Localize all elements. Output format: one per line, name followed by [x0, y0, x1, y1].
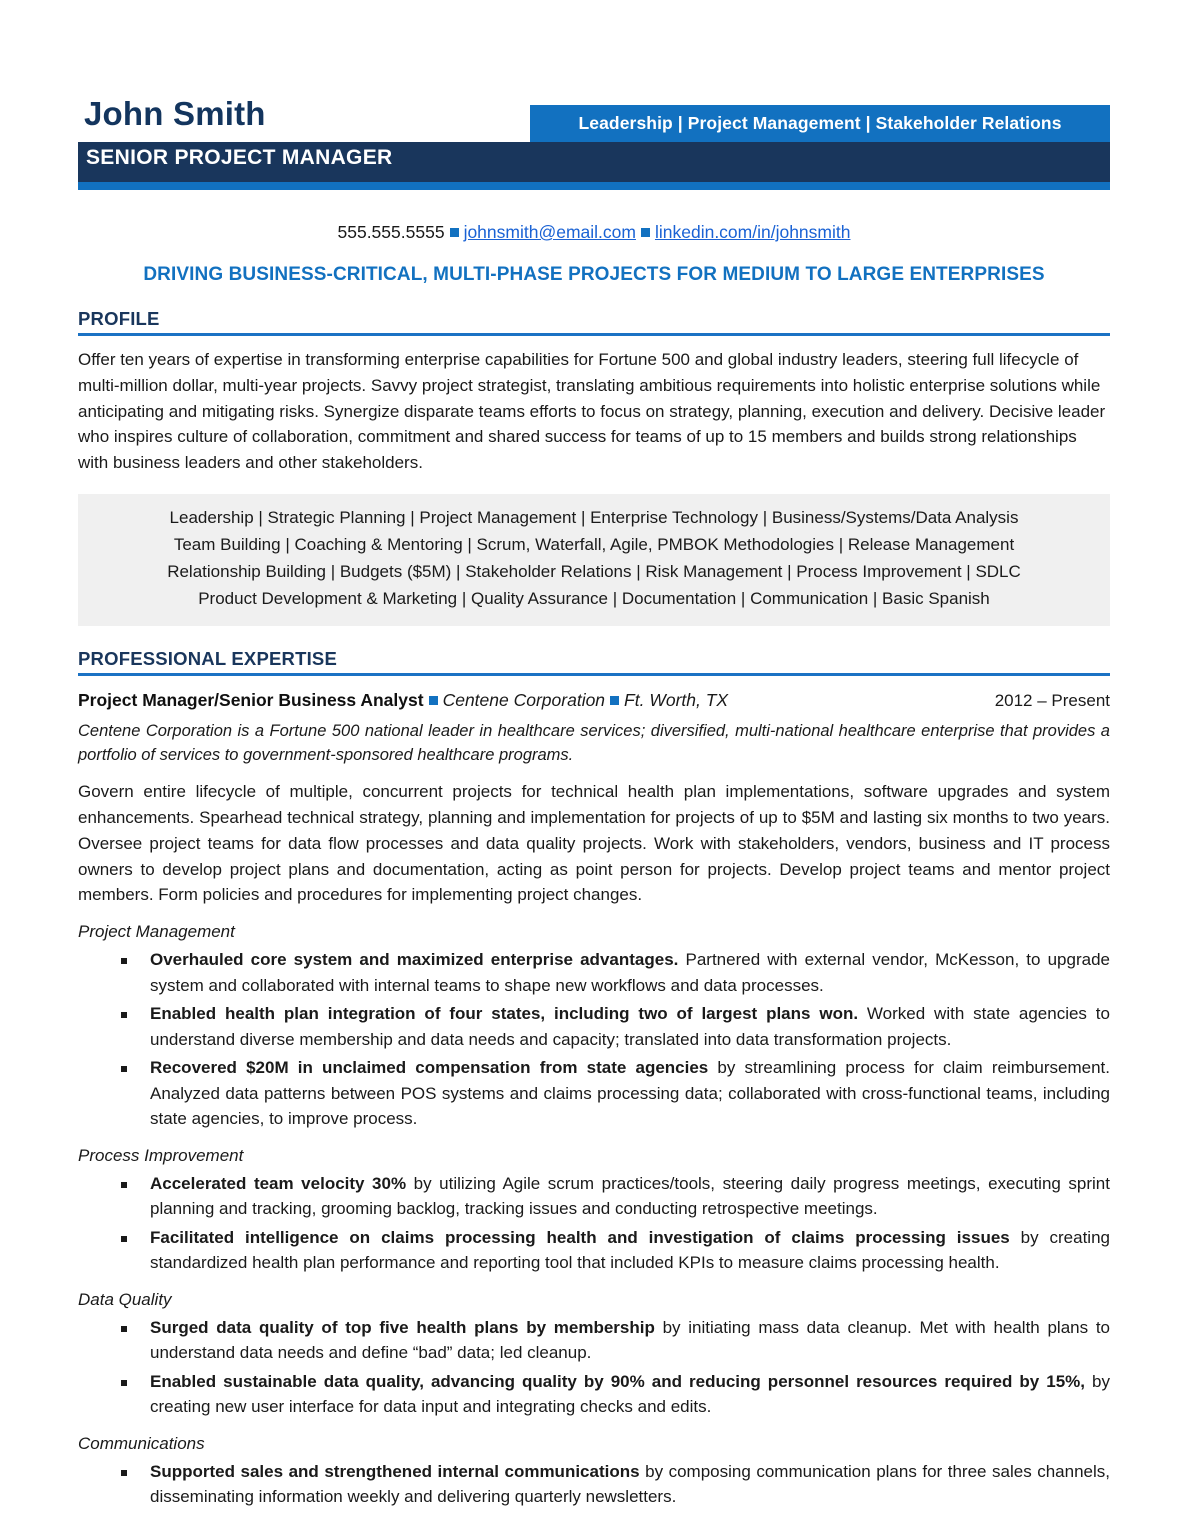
- subsection-heading-data-quality: Data Quality: [78, 1289, 172, 1309]
- list-item: [78, 1171, 1110, 1222]
- header-accent-strip: [78, 182, 1110, 190]
- bullet-rest: by creating new user interface for data input and integrating checks and edits.: [150, 1371, 1110, 1417]
- profile-paragraph: Offer ten years of expertise in transforming enterprise capabilities for Fortune 500 and global industry leaders, steering full lifecycle of multi-million dollar, multi-year projects. Savvy project strategist, translating ambitious requirements into holistic enterprise solutions while anticipating and mitigating risks. Synergize disparate teams efforts to focus on strategy, planning, execution and delivery. Decisive leader who inspires culture of collaboration, commitment and shared success for teams of up to 15 members and builds strong relationships with business leaders and other stakeholders.: [78, 350, 1106, 473]
- contact-email-link[interactable]: johnsmith@email.com: [463, 222, 636, 242]
- header-tagline-text: Leadership | Project Management | Stakeholder Relations: [578, 113, 1062, 133]
- list-item: [78, 1459, 1110, 1510]
- section-heading-profile: PROFILE: [78, 308, 160, 329]
- job-location: Ft. Worth, TX: [624, 689, 729, 710]
- bullet-rest: by initiating mass data cleanup. Met with health plans to understand data needs and define “bad” data; led cleanup.: [150, 1317, 1111, 1363]
- list-item: [78, 1369, 1110, 1420]
- list-item: [78, 1055, 1110, 1132]
- skills-line: Leadership | Strategic Planning | Project Management | Enterprise Technology | Business/Systems/Data Analysis: [169, 508, 1019, 528]
- square-separator-icon: [450, 228, 459, 237]
- job-company-name: Centene Corporation: [442, 689, 606, 710]
- company-description: Centene Corporation is a Fortune 500 national leader in healthcare services; diversified, multi-national healthcare enterprise that provides a portfolio of services to government-sponsored healthcare programs.: [78, 721, 1110, 765]
- bullet-rest: by utilizing Agile scrum practices/tools, steering daily progress meetings, executing sprint planning and tracking, grooming backlog, tracking issues and conducting retrospective meetings.: [150, 1173, 1110, 1219]
- bullet-lead: Overhauled core system and maximized enterprise advantages.: [150, 950, 679, 970]
- subsection-heading-project-management: Project Management: [78, 922, 235, 942]
- contact-linkedin-link[interactable]: linkedin.com/in/johnsmith: [654, 222, 851, 242]
- list-item: [78, 1225, 1110, 1276]
- resume-content: [78, 0, 1110, 1536]
- bullet-list-communications: [78, 1459, 1110, 1510]
- section-divider: [78, 673, 1110, 676]
- bullet-rest: by creating standardized health plan performance and reporting tool that included KPIs to measure claims processing health.: [150, 1227, 1110, 1273]
- square-separator-icon: [641, 228, 650, 237]
- subsection-heading-communications: Communications: [78, 1433, 205, 1453]
- job-dates: 2012 – Present: [994, 690, 1110, 710]
- candidate-job-title: SENIOR PROJECT MANAGER: [86, 146, 393, 169]
- header-tagline-box: [530, 105, 1110, 142]
- job-subsections: [78, 922, 1110, 1510]
- bullet-list-data-quality: [78, 1315, 1110, 1420]
- job-summary-paragraph: Govern entire lifecycle of multiple, concurrent projects for technical health plan implementations, software upgrades and system enhancements. Spearhead technical strategy, planning and implementation for projects of up to $5M and lasting six months to two years. Oversee project teams for data flow processes and data quality projects. Work with stakeholders, vendors, business and IT process owners to develop project plans and documentation, acting as point person for projects. Develop project teams and mentor project members. Form policies and procedures for implementing project changes.: [78, 782, 1110, 905]
- square-separator-icon: [610, 696, 619, 705]
- bullet-rest: Worked with state agencies to understand diverse membership and data needs and capacity; translated into data transformation projects.: [150, 1004, 1110, 1049]
- core-skills-box: [78, 494, 1110, 625]
- skills-line: Team Building | Coaching & Mentoring | Scrum, Waterfall, Agile, PMBOK Methodologies | Release Management: [173, 535, 1015, 554]
- bullet-lead: Facilitated intelligence on claims processing health and investigation of claims processing issues: [150, 1227, 1010, 1247]
- bullet-lead: Surged data quality of top five health plans by membership: [150, 1317, 655, 1337]
- bullet-lead: Enabled sustainable data quality, advancing quality by 90% and reducing personnel resources required by 15%,: [150, 1371, 1086, 1391]
- bullet-rest: by composing communication plans for three sales channels, disseminating information weekly and delivering quarterly newsletters.: [150, 1461, 1111, 1507]
- list-item: [78, 1001, 1110, 1052]
- bullet-lead: Accelerated team velocity 30%: [150, 1173, 407, 1193]
- candidate-name: John Smith: [84, 95, 266, 132]
- bullet-list-project-management: [78, 947, 1110, 1132]
- job-header-left: [78, 690, 728, 711]
- professional-headline: DRIVING BUSINESS-CRITICAL, MULTI-PHASE PROJECTS FOR MEDIUM TO LARGE ENTERPRISES: [143, 264, 1045, 285]
- resume-header: [78, 97, 1110, 197]
- bullet-list-process-improvement: [78, 1171, 1110, 1276]
- contact-phone: 555.555.5555: [337, 222, 445, 242]
- section-heading-expertise: PROFESSIONAL EXPERTISE: [78, 647, 338, 669]
- bullet-lead: Enabled health plan integration of four states, including two of largest plans won.: [150, 1004, 859, 1024]
- square-separator-icon: [429, 696, 438, 705]
- bullet-rest: by streamlining process for claim reimbursement. Analyzed data patterns between POS systems and claims processing data; collaborated with cross-functional teams, including state agencies, to improve process.: [150, 1058, 1110, 1129]
- skills-line: Relationship Building | Budgets ($5M) | Stakeholder Relations | Risk Management | Process Improvement | SDLC: [167, 561, 1021, 581]
- subsection-heading-process-improvement: Process Improvement: [78, 1145, 244, 1165]
- contact-line: [78, 222, 1110, 243]
- job-header: [78, 690, 1110, 711]
- bullet-rest: Partnered with external vendor, McKesson, to upgrade system and collaborated with internal teams to shape new workflows and data processes.: [150, 950, 1110, 995]
- bullet-lead: Recovered $20M in unclaimed compensation from state agencies: [150, 1058, 709, 1078]
- bullet-lead: Supported sales and strengthened internal communications: [150, 1461, 640, 1481]
- section-divider: [78, 333, 1110, 336]
- skills-line: Product Development & Marketing | Quality Assurance | Documentation | Communication | Basic Spanish: [198, 588, 990, 608]
- job-position-title: Project Manager/Senior Business Analyst: [78, 689, 424, 710]
- list-item: [78, 1315, 1110, 1366]
- list-item: [78, 947, 1110, 998]
